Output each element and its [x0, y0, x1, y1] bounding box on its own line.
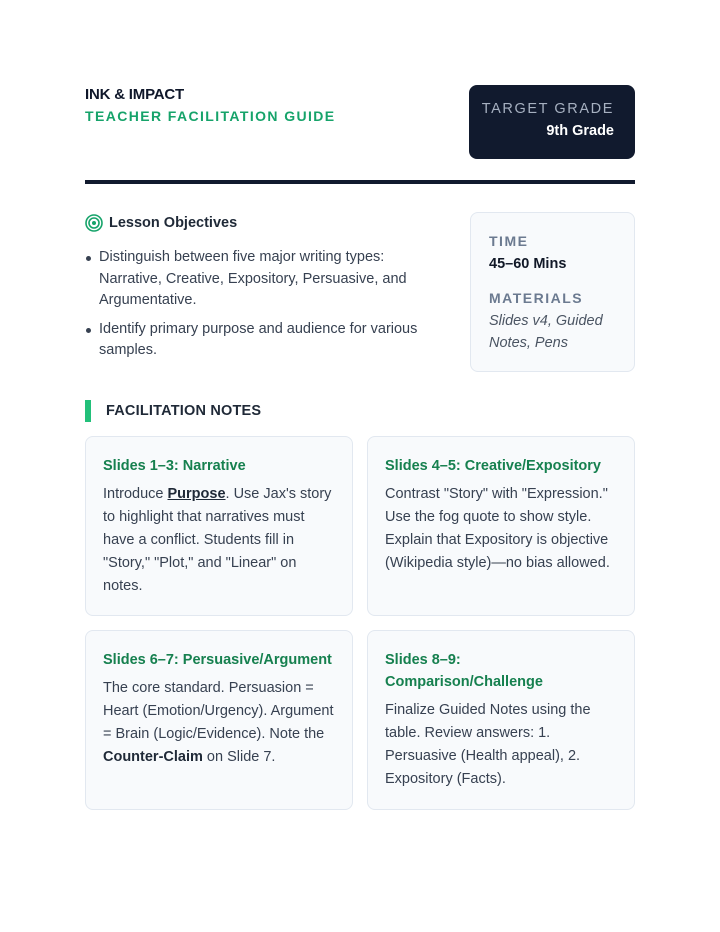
materials-label: MATERIALS [489, 290, 584, 306]
guide-subtitle: TEACHER FACILITATION GUIDE [85, 108, 336, 124]
lesson-objectives-section [85, 212, 445, 369]
objectives-title: Lesson Objectives [109, 215, 238, 231]
brand-name: INK & IMPACT [85, 86, 184, 103]
target-grade-value: 9th Grade [546, 123, 614, 139]
emphasis-counter-claim: Counter-Claim [103, 749, 203, 765]
note-card-body: Contrast "Story" with "Expression." Use the fog quote to show style. Explain that Expository is objective (Wikipedia style)—no bias allowed. [385, 486, 610, 571]
note-card-title: Slides 4–5: Creative/Expository [385, 458, 601, 474]
materials-value: Slides v4, Guided Notes, Pens [489, 313, 603, 351]
lesson-details-card [470, 212, 635, 372]
emphasis-purpose: Purpose [167, 486, 226, 502]
facilitation-notes-title: FACILITATION NOTES [106, 403, 262, 419]
note-text: . Use Jax's story to highlight that narratives must have a conflict. Students fill in "Story," "Plot," and "Linear" on notes. [103, 486, 332, 594]
note-text: The core standard. Persuasion = Heart (Emotion/Urgency). Argument = Brain (Logic/Evidence). Note the [103, 680, 334, 742]
note-text: Introduce [103, 486, 168, 502]
note-card-narrative [85, 436, 353, 616]
note-card-body [103, 677, 335, 769]
target-grade-label: TARGET GRADE [481, 101, 614, 117]
header-divider [85, 180, 635, 184]
note-text: on Slide 7. [202, 749, 276, 765]
target-icon [85, 214, 103, 232]
note-card-title: Slides 8–9: Comparison/Challenge [385, 652, 543, 690]
target-grade-badge [469, 85, 635, 159]
section-accent-bar [85, 400, 91, 422]
objective-item: Distinguish between five major writing types: Narrative, Creative, Expository, Persuasive, and Argumentative. [85, 247, 445, 312]
note-card-creative-expository [367, 436, 635, 616]
note-card-comparison-challenge [367, 630, 635, 810]
page-header [85, 85, 635, 159]
time-label: TIME [489, 233, 529, 249]
time-value: 45–60 Mins [489, 256, 567, 272]
note-card-title: Slides 6–7: Persuasive/Argument [103, 652, 332, 668]
objectives-list [85, 247, 445, 362]
note-card-title: Slides 1–3: Narrative [103, 458, 246, 474]
objectives-heading [85, 212, 445, 234]
note-card-persuasive-argument [85, 630, 353, 810]
note-card-body [103, 483, 335, 598]
note-card-body: Finalize Guided Notes using the table. Review answers: 1. Persuasive (Health appeal), 2. Expository (Facts). [385, 702, 591, 787]
objective-item: Identify primary purpose and audience for various samples. [85, 319, 445, 362]
facilitation-notes-heading [85, 400, 261, 422]
